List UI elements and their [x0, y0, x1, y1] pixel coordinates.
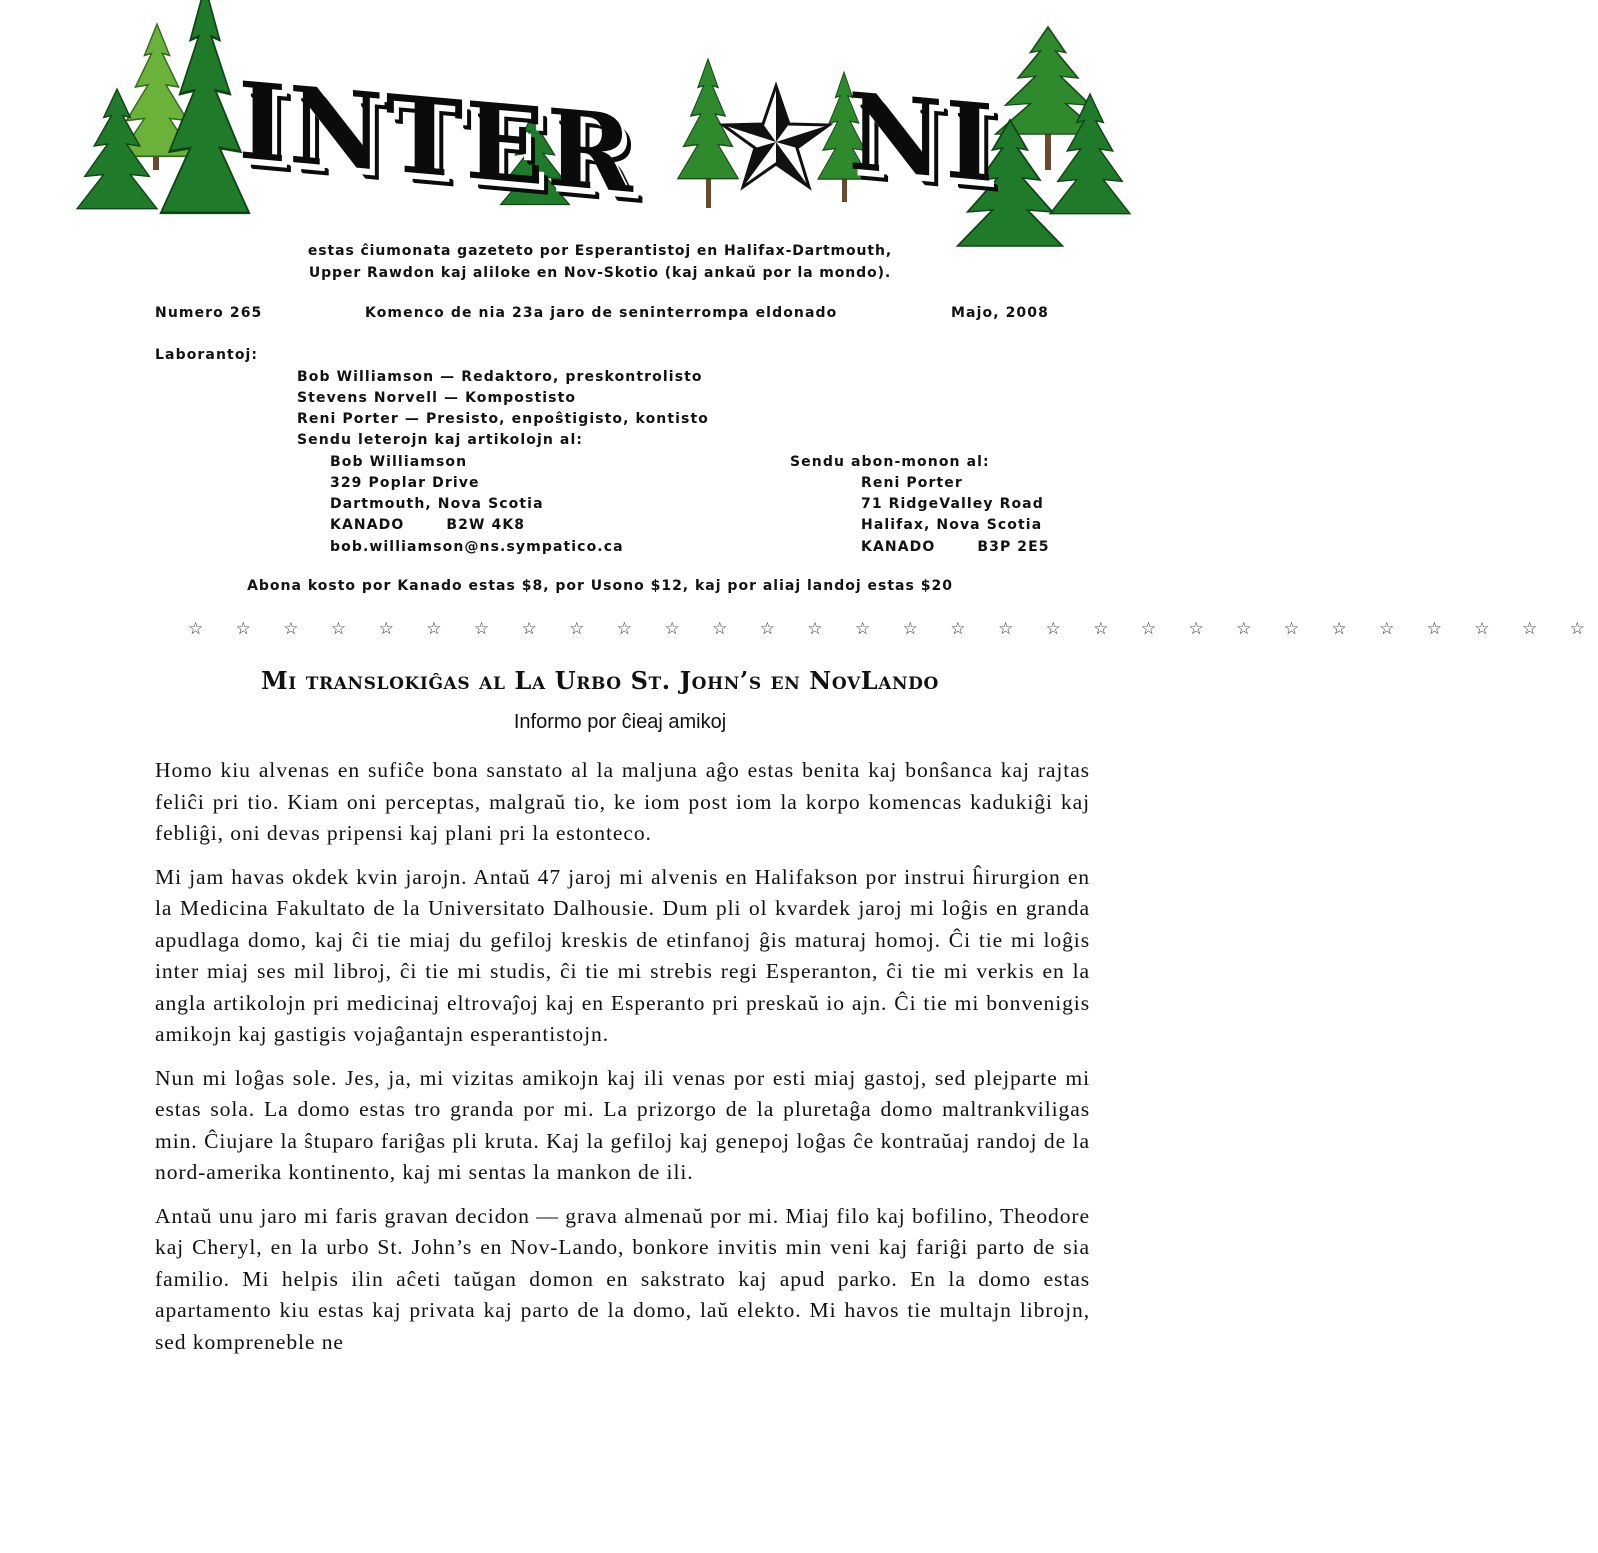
staff-printer: Reni Porter — Presisto, enpoŝtigisto, kontisto — [297, 411, 710, 427]
subscription-postal: B3P 2E5 — [977, 539, 1050, 555]
subscription-street: 71 RidgeValley Road — [861, 496, 1044, 512]
staff-label: Laborantoj: — [155, 347, 259, 363]
issue-date: Majo, 2008 — [951, 305, 1049, 321]
editor-email: bob.williamson@ns.sympatico.ca — [330, 539, 624, 555]
issue-number: Numero 265 — [155, 305, 263, 321]
editor-country: KANADO — [330, 517, 405, 533]
article-body — [155, 755, 1090, 1370]
masthead — [0, 0, 1200, 240]
staff-editor: Bob Williamson — Redaktoro, preskontrolisto — [297, 369, 703, 385]
issue-continuity: Komenco de nia 23a jaro de seninterrompa eldonado — [365, 305, 838, 321]
subscription-name: Reni Porter — [861, 475, 963, 491]
tagline-line-1: estas ĉiumonata gazeteto por Esperantistoj en Halifax-Dartmouth, — [307, 243, 893, 259]
editor-country-postal — [330, 515, 525, 536]
editor-postal: B2W 4K8 — [446, 517, 526, 533]
subscription-city: Halifax, Nova Scotia — [861, 517, 1043, 533]
article-paragraph: Homo kiu alvenas en sufiĉe bona sanstato al la maljuna aĝo estas benita kaj bonŝanca kaj rajtas feliĉi pri tio. Kiam oni perceptas, malgraŭ tio, ke iom post iom la korpo komencas kadukiĝi kaj febliĝi, oni devas pripensi kaj plani pri la estonteco. — [155, 758, 1090, 845]
subscription-country-postal — [861, 537, 1050, 558]
article-paragraph: Nun mi loĝas sole. Jes, ja, mi vizitas amikojn kaj ili venas por esti miaj gastoj, sed plejparte mi estas sola. La domo estas tro granda por mi. La prizorgo de la pluretaĝa domo maltrankviligas min. Ĉiujare la ŝtuparo fariĝas pli kruta. Kaj la gefiloj kaj genepoj loĝas ĉe kontraŭaj randoj de la nord-amerika kontinento, kaj mi sentas la mankon de ili. — [155, 1065, 1090, 1184]
tagline-line-2: Upper Rawdon kaj aliloke en Nov-Skotio (kaj ankaŭ por la mondo). — [308, 265, 892, 281]
editor-street: 329 Poplar Drive — [330, 475, 480, 491]
send-letters-heading: Sendu leterojn kaj artikolojn al: — [297, 432, 584, 448]
subscription-country: KANADO — [861, 539, 936, 555]
staff-composer: Stevens Norvell — Kompostisto — [297, 390, 577, 406]
article-paragraph: Mi jam havas okdek kvin jarojn. Antaŭ 47 jaroj mi alvenis en Halifakson por instrui ĥirurgion en la Medicina Fakultato de la Universitato Dalhousie. Dum pli ol kvardek jaroj mi loĝis en granda apudlaga domo, kaj ĉi tie miaj du gefiloj kreskis de etinfanoj ĝis maturaj homoj. Ĉi tie mi loĝis inter miaj ses mil libroj, ĉi tie mi studis, ĉi tie mi strebis regi Esperanton, ĉi tie mi verkis en la angla artikolojn pri medicinaj eltrovaĵoj kaj en Esperanto pri preskaŭ io ajn. Ĉi tie mi bonvenigis amikojn kaj gastigis vojaĝantajn esperantistojn. — [155, 864, 1090, 1046]
subscription-heading: Sendu abon-monon al: — [790, 454, 990, 470]
article-subtitle: Informo por ĉieaj amikoj — [513, 711, 727, 733]
article-title: Mi translokiĝas al La Urbo St. John’s en NovLando — [261, 666, 939, 695]
masthead-title-left: INTER — [238, 57, 635, 218]
masthead-title-right: NI — [848, 68, 996, 207]
subscription-price: Abona kosto por Kanado estas $8, por Usono $12, kaj por aliaj landoj estas $20 — [247, 578, 953, 594]
editor-city: Dartmouth, Nova Scotia — [330, 496, 544, 512]
editor-name: Bob Williamson — [330, 454, 468, 470]
nautical-star-icon — [723, 86, 829, 187]
star-divider: ☆ ☆ ☆ ☆ ☆ ☆ ☆ ☆ ☆ ☆ ☆ ☆ ☆ ☆ ☆ ☆ ☆ ☆ ☆ ☆ ☆ ☆ ☆ ☆ ☆ ☆ ☆ ☆ ☆ ☆ — [188, 619, 1598, 639]
article-paragraph: Antaŭ unu jaro mi faris gravan decidon — grava almenaŭ por mi. Miaj filo kaj bofilino, Theodore kaj Cheryl, en la urbo St. John’s en Nov-Lando, bonkore invitis min veni kaj fariĝi parto de sia familio. Mi helpis ilin aĉeti taŭgan domon en sakstrato kaj apud parko. En la domo estas apartamento kiu estas kaj privata kaj parto de la domo, laŭ elekto. Mi havos tie multajn librojn, sed kompreneble ne — [155, 1203, 1090, 1354]
pine-tree-icon — [678, 59, 738, 208]
